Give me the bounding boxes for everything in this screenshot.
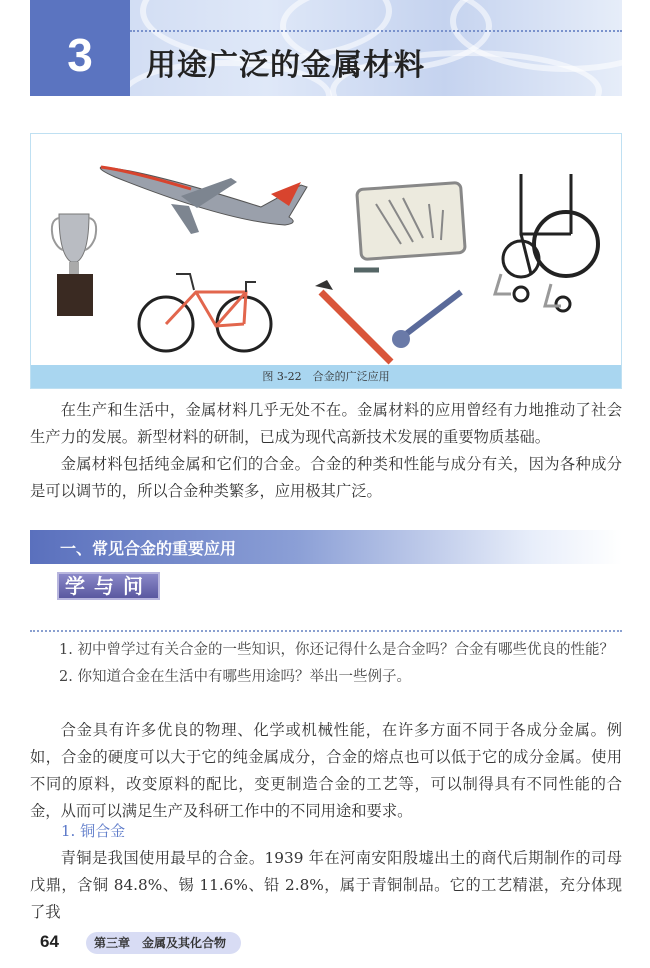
question-2: 2. 你知道合金在生活中有哪些用途吗？举出一些例子。: [59, 669, 411, 685]
body-paragraph: 合金具有许多优良的物理、化学或机械性能，在许多方面不同于各成分金属。例如，合金的硬度可以大于它的纯金属成分，合金的熔点也可以低于它的成分金属。使用不同的原料，改变原料的配比，变更制造合金的工艺等，可以制得具有不同性能的合金，从而可以满足生产及科研工作中的不同用途和要求。: [30, 721, 622, 820]
divider: [30, 630, 622, 632]
trophy-image: [52, 214, 96, 316]
wrenches-image: [315, 270, 461, 362]
chapter-number: 3: [67, 29, 93, 81]
question-1: 1. 初中曾学过有关合金的一些知识，你还记得什么是合金吗？合金有哪些优良的性能？: [59, 642, 614, 658]
divider: [130, 30, 622, 32]
chapter-footer-label: 第三章 金属及其化合物: [86, 932, 241, 954]
airplane-image: [100, 167, 307, 234]
bicycle-image: [139, 274, 271, 351]
surgical-tray-image: [357, 182, 466, 259]
page-number: 64: [40, 932, 59, 951]
subsection-paragraph: 青铜是我国使用最早的合金。1939 年在河南安阳殷墟出土的商代后期制作的司母戊鼎，含铜 84.8%、锡 11.6%、铅 2.8%，属于青铜制品。它的工艺精湛，充分体现了我: [30, 849, 622, 921]
figure-illustration: [31, 134, 621, 366]
page-title: 用途广泛的金属材料: [146, 48, 425, 83]
intro-paragraph-1: 在生产和生活中，金属材料几乎无处不在。金属材料的应用曾经有力地推动了社会生产力的发展。新型材料的研制，已成为现代高新技术发展的重要物质基础。: [30, 401, 622, 446]
intro-paragraph-2: 金属材料包括纯金属和它们的合金。合金的种类和性能与成分有关，因为各种成分是可以调节的，所以合金种类繁多，应用极其广泛。: [30, 455, 622, 500]
subsection-heading: 1. 铜合金: [61, 822, 126, 840]
figure-caption: 图 3-22 合金的广泛应用: [31, 365, 621, 388]
wheelchair-image: [495, 174, 598, 311]
figure-alloy-applications: [30, 133, 622, 389]
section-heading: 一、常见合金的重要应用: [60, 539, 237, 558]
study-and-ask-label: 学与问: [57, 572, 160, 600]
